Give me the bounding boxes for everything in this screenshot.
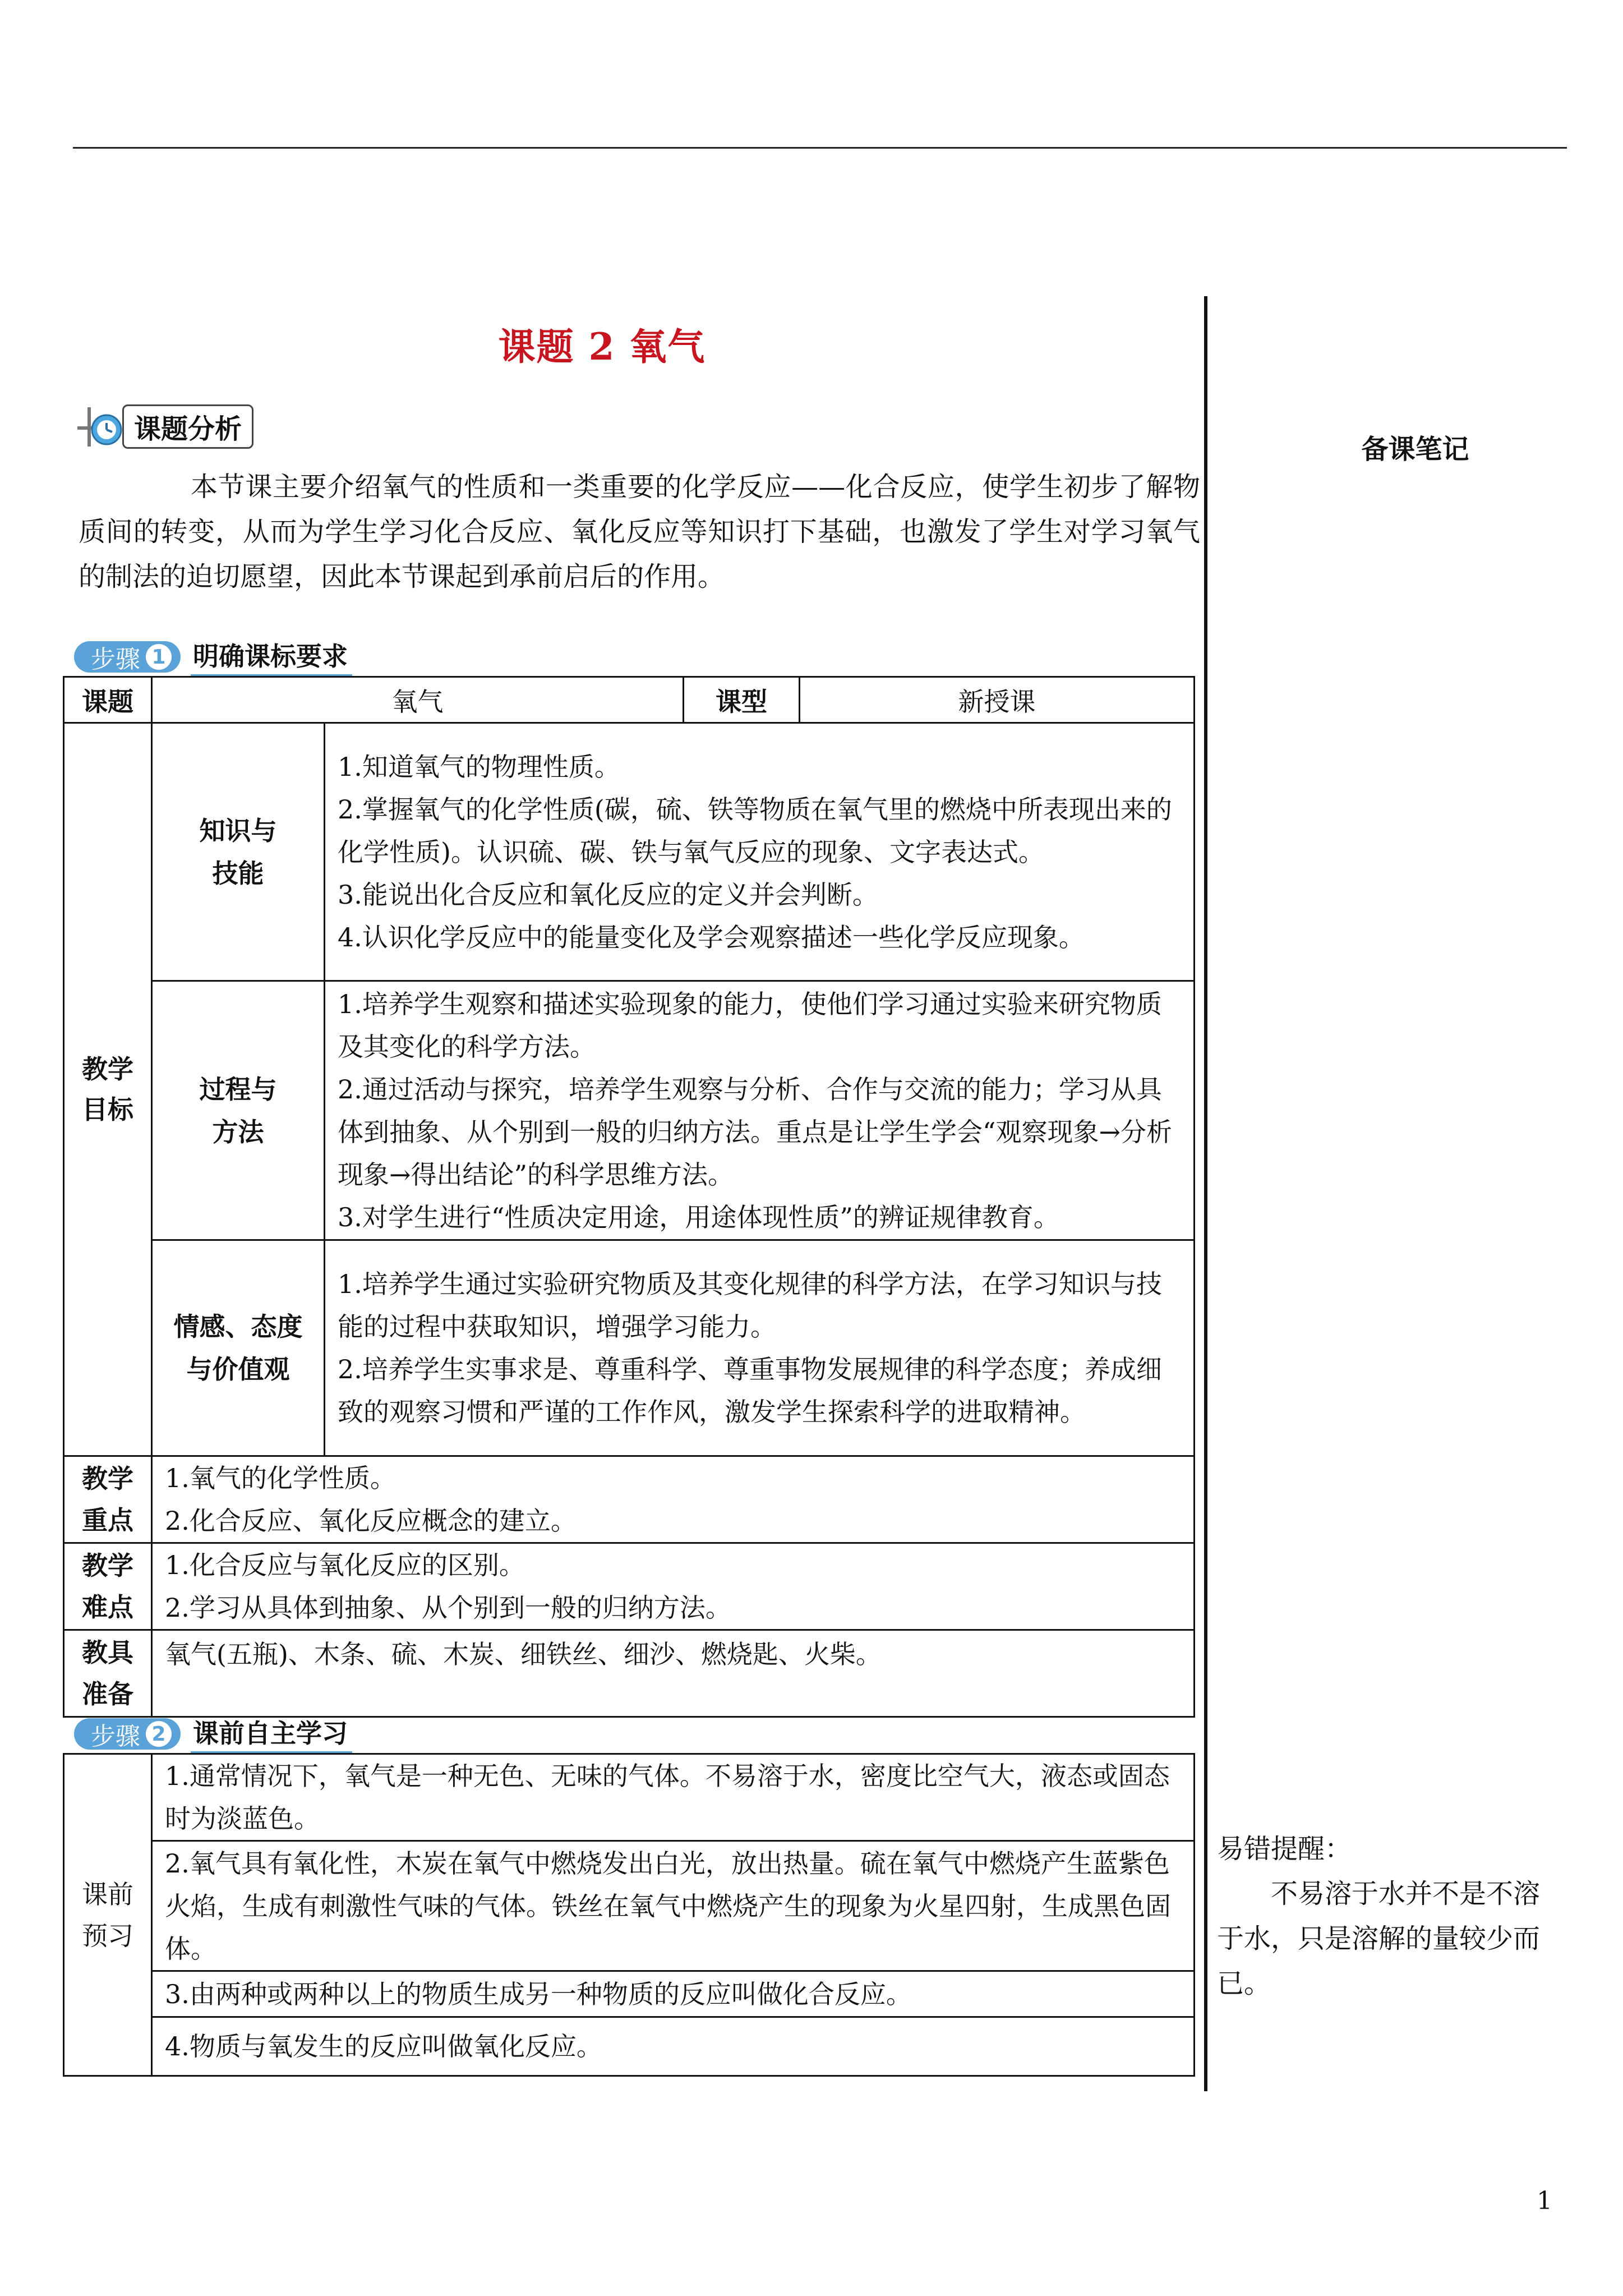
table-row (64, 1543, 1195, 1630)
table-row (64, 1630, 1195, 1717)
curriculum-table (63, 676, 1195, 1718)
goal-item: 2.通过活动与探究，培养学生观察与分析、合作与交流的能力；学习从具体到抽象、从个别到一般的归纳方法。重点是让学生学会“观察现象→分析现象→得出结论”的科学思维方法。 (338, 1074, 1173, 1190)
goal-item: 1.知道氧气的物理性质。 (338, 751, 620, 782)
goal-item: 3.对学生进行“性质决定用途，用途体现性质”的辨证规律教育。 (338, 1202, 1059, 1232)
preview-item-cell (152, 1971, 1195, 2017)
preview-item: 2.氧气具有氧化性，木炭在氧气中燃烧发出白光，放出热量。硫在氧气中燃烧产生蓝紫色火焰，生成有刺激性气味的气体。铁丝在氧气中燃烧产生的现象为火星四射，生成黑色固体。 (165, 1848, 1171, 1964)
analysis-badge (72, 404, 253, 449)
preview-label-text: 课前预习 (82, 1879, 133, 1951)
step2-pill (74, 1718, 181, 1750)
step2-heading (74, 1717, 352, 1751)
step2-number: 2 (146, 1721, 172, 1747)
step1-title: 明确课标要求 (191, 636, 352, 678)
tools-value-cell (152, 1630, 1195, 1717)
step2-pill-label: 步骤 (91, 1722, 140, 1751)
topic-label: 课题 (64, 677, 152, 723)
topic-value: 氧气 (152, 677, 684, 723)
goal-category-label: 知识与技能 (199, 815, 277, 889)
table-row (64, 1971, 1195, 2017)
tools-label (64, 1630, 152, 1717)
type-value: 新授课 (800, 677, 1195, 723)
goal-item: 1.培养学生通过实验研究物质及其变化规律的科学方法，在学习知识与技能的过程中获取知识，增强学习能力。 (338, 1269, 1162, 1342)
notes-column-title: 备课笔记 (1361, 434, 1469, 465)
difficulty-label (64, 1543, 152, 1630)
step1-pill-label: 步骤 (91, 645, 140, 674)
table-row (64, 723, 1195, 981)
preview-item-cell (152, 1754, 1195, 1841)
goal-item: 3.能说出化合反应和氧化反应的定义并会判断。 (338, 879, 878, 910)
analysis-label: 课题分析 (122, 404, 253, 449)
difficulty-items (152, 1543, 1195, 1630)
table-row (64, 1841, 1195, 1971)
page-number: 1 (1537, 2187, 1552, 2215)
table-row (64, 1754, 1195, 1841)
mistake-reminder-body: 不易溶于水并不是不溶于水，只是溶解的量较少而已。 (1217, 1878, 1541, 1999)
tools-value: 氧气(五瓶)、木条、硫、木炭、细铁丝、细沙、燃烧匙、火柴。 (165, 1639, 882, 1669)
mistake-reminder (1217, 1826, 1553, 2006)
page-title: 课题 2 氧气 (498, 325, 706, 369)
notes-column-divider (1204, 296, 1207, 2091)
preview-item-cell (152, 2017, 1195, 2076)
goal-items (325, 1240, 1195, 1456)
tools-label-text: 教具准备 (82, 1637, 133, 1709)
goal-item: 4.认识化学反应中的能量变化及学会观察描述一些化学反应现象。 (338, 922, 1085, 953)
preview-table (63, 1753, 1195, 2077)
step1-number: 1 (146, 644, 172, 670)
focus-items (152, 1456, 1195, 1543)
difficulty-label-text: 教学难点 (82, 1550, 133, 1622)
focus-item: 2.化合反应、氧化反应概念的建立。 (165, 1506, 577, 1536)
goal-items (325, 723, 1195, 981)
preview-label (64, 1754, 152, 2076)
preview-item: 1.通常情况下，氧气是一种无色、无味的气体。不易溶于水，密度比空气大，液态或固态时为淡蓝色。 (165, 1761, 1170, 1834)
goal-items (325, 981, 1195, 1240)
mistake-reminder-heading: 易错提醒： (1217, 1833, 1352, 1865)
focus-item: 1.氧气的化学性质。 (165, 1463, 396, 1493)
step1-heading (74, 639, 352, 674)
goal-category-label: 过程与方法 (199, 1074, 277, 1147)
analysis-paragraph: 本节课主要介绍氧气的性质和一类重要的化学反应——化合反应，使学生初步了解物质间的转变，从而为学生学习化合反应、氧化反应等知识打下基础，也激发了学生对学习氧气的制法的迫切愿望，因此本节课起到承前启后的作用。 (79, 471, 1200, 592)
preview-item: 4.物质与氧发生的反应叫做氧化反应。 (165, 2031, 602, 2062)
focus-label (64, 1456, 152, 1543)
goal-item: 1.培养学生观察和描述实验现象的能力，使他们学习通过实验来研究物质及其变化的科学方法。 (338, 988, 1162, 1062)
difficulty-item: 2.学习从具体到抽象、从个别到一般的归纳方法。 (165, 1593, 731, 1623)
goal-category (152, 981, 325, 1240)
table-row (64, 677, 1195, 723)
goal-category-label: 情感、态度与价值观 (173, 1312, 303, 1384)
preview-item: 3.由两种或两种以上的物质生成另一种物质的反应叫做化合反应。 (165, 1978, 912, 2009)
type-label: 课型 (684, 677, 800, 723)
goals-label (64, 723, 152, 1456)
table-row (64, 981, 1195, 1240)
step2-title: 课前自主学习 (191, 1713, 352, 1755)
header-rule (73, 147, 1567, 149)
goal-item: 2.掌握氧气的化学性质(碳，硫、铁等物质在氧气里的燃烧中所表现出来的化学性质)。认识硫、碳、铁与氧气反应的现象、文字表达式。 (338, 794, 1172, 867)
difficulty-item: 1.化合反应与氧化反应的区别。 (165, 1550, 525, 1580)
focus-label-text: 教学重点 (82, 1464, 133, 1535)
goal-category (152, 1240, 325, 1456)
table-row (64, 1240, 1195, 1456)
goals-label-text: 教学目标 (82, 1054, 133, 1125)
table-row (64, 2017, 1195, 2076)
table-row (64, 1456, 1195, 1543)
preview-item-cell (152, 1841, 1195, 1971)
step1-pill (74, 641, 181, 673)
clock-icon (72, 404, 133, 449)
goal-item: 2.培养学生实事求是、尊重科学、尊重事物发展规律的科学态度；养成细致的观察习惯和严谨的工作作风，激发学生探索科学的进取精神。 (338, 1354, 1162, 1427)
goal-category (152, 723, 325, 981)
